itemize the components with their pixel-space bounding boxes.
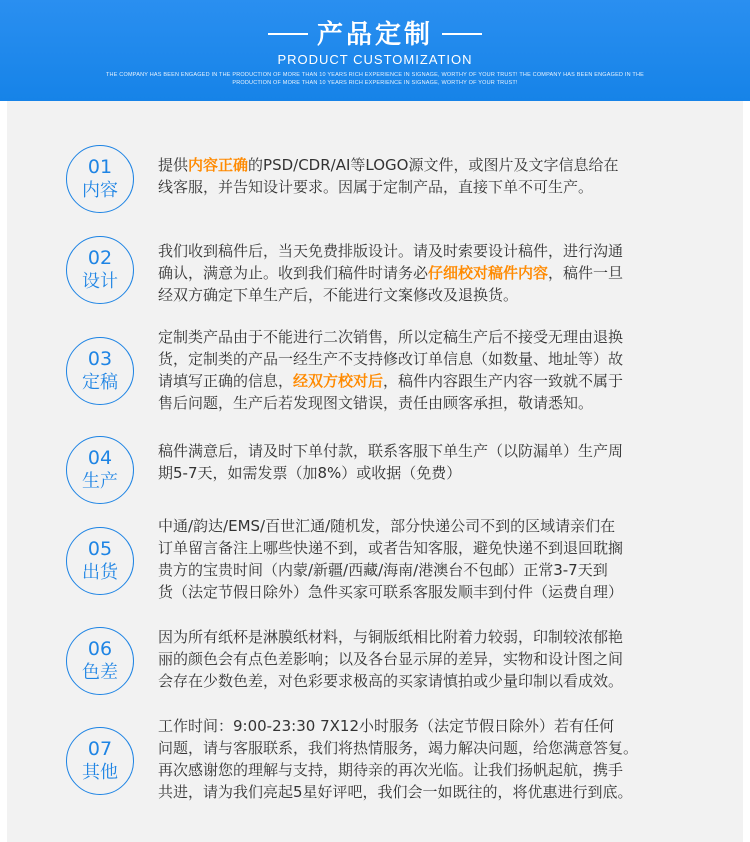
description-line [158, 670, 698, 692]
description-segment: ，稿件内容跟生产内容一致就不属于 [383, 372, 624, 390]
header-tagline-line-2: PRODUCTION OF MORE THAN 10 YEARS RICH EXPERIENCE IN SIGNAGE, WORTHY OF YOUR TRUST! [232, 80, 518, 86]
description-segment: 中通/韵达/EMS/百世汇通/随机发，部分快递公司不到的区域请亲们在 [158, 517, 616, 535]
description-line [158, 326, 698, 348]
description-segment: 确认，满意为止。收到我们稿件时请务必 [158, 264, 429, 282]
step-label: 设计 [82, 271, 118, 292]
description-segment: 共进，请为我们亮起5星好评吧，我们会一如既往的，将优惠进行到底。 [158, 783, 633, 801]
description-line [158, 176, 698, 198]
description-segment: 再次感谢您的理解与支持，期待亲的再次光临。让我们扬帆起航，携手 [158, 761, 624, 779]
step-label: 定稿 [82, 372, 118, 393]
description-segment: 请填写正确的信息， [158, 372, 294, 390]
step-badge [66, 236, 134, 304]
description-line [158, 626, 698, 648]
description-line [158, 370, 698, 392]
description-segment: 售后问题，生产后若发现图文错误，责任由顾客承担，敬请悉知。 [158, 394, 594, 412]
step-badge [66, 337, 134, 405]
step-description [158, 154, 698, 198]
header-tagline-line-1: THE COMPANY HAS BEEN ENGAGED IN THE PRODUCTION OF MORE THAN 10 YEARS RICH EXPERIENCE IN SIGNAGE, WORTHY OF YOUR TRUST! THE COMPANY HAS BEEN ENGAGED IN THE [105, 72, 644, 78]
description-line [158, 737, 698, 759]
step-badge [66, 527, 134, 595]
step-number: 01 [87, 156, 113, 178]
description-line [158, 462, 698, 484]
description-line [158, 392, 698, 414]
description-segment: 问题，请与客服联系，我们将热情服务，竭力解决问题，给您满意答复。 [158, 739, 639, 757]
step-description [158, 515, 698, 603]
content-panel [7, 101, 743, 842]
step-number: 04 [87, 447, 113, 469]
description-segment: 定制类产品由于不能进行二次销售，所以定稿生产后不接受无理由退换 [158, 328, 624, 346]
description-line [158, 284, 698, 306]
description-segment: 的PSD/CDR/AI等LOGO源文件，或图片及文字信息给在 [248, 156, 619, 174]
step-description [158, 326, 698, 414]
description-line [158, 515, 698, 537]
description-segment: 期5-7天，如需发票（加8%）或收据（免费） [158, 464, 462, 482]
description-line [158, 781, 698, 803]
page-header [0, 0, 750, 101]
step-badge [66, 436, 134, 504]
step-number: 07 [87, 738, 113, 760]
description-segment: 线客服，并告知设计要求。因属于定制产品，直接下单不可生产。 [158, 178, 594, 196]
description-line [158, 154, 698, 176]
description-line [158, 537, 698, 559]
description-segment: 提供 [158, 156, 189, 174]
step-badge [66, 145, 134, 213]
step-badge [66, 727, 134, 795]
step-number: 05 [87, 538, 113, 560]
step-label: 出货 [82, 562, 118, 583]
description-segment: 货（法定节假日除外）急件买家可联系客服发顺丰到付件（运费自理） [158, 583, 624, 601]
step-label: 内容 [82, 180, 118, 201]
description-line [158, 440, 698, 462]
description-line [158, 715, 698, 737]
step-number: 03 [87, 348, 113, 370]
page-subtitle: PRODUCT CUSTOMIZATION [277, 52, 473, 67]
description-segment: 我们收到稿件后，当天免费排版设计。请及时索要设计稿件，进行沟通 [158, 242, 624, 260]
description-line [158, 648, 698, 670]
step-description [158, 715, 698, 803]
step-label: 色差 [82, 662, 118, 683]
highlight-text: 内容正确 [188, 156, 249, 174]
step-description [158, 440, 698, 484]
description-segment: ，稿件一旦 [548, 264, 624, 282]
page-title: 产品定制 [316, 20, 433, 50]
description-segment: 经双方确定下单生产后，不能进行文案修改及退换货。 [158, 286, 519, 304]
description-segment: 稿件满意后，请及时下单付款，联系客服下单生产（以防漏单）生产周 [158, 442, 624, 460]
step-number: 02 [87, 247, 113, 269]
step-number: 06 [87, 638, 113, 660]
description-segment: 因为所有纸杯是淋膜纸材料，与铜版纸相比附着力较弱，印制较浓郁艳 [158, 628, 624, 646]
highlight-text: 经双方校对后 [293, 372, 384, 390]
description-line [158, 759, 698, 781]
description-line [158, 348, 698, 370]
title-decoration-left [268, 33, 308, 35]
step-description [158, 240, 698, 306]
step-description [158, 626, 698, 692]
title-decoration-right [442, 33, 482, 35]
description-line [158, 240, 698, 262]
description-segment: 会存在少数色差，对色彩要求极高的买家请慎拍或少量印制以看成效。 [158, 672, 624, 690]
step-label: 其他 [82, 762, 118, 783]
description-segment: 订单留言备注上哪些快递不到，或者告知客服，避免快递不到退回耽搁 [158, 539, 624, 557]
description-segment: 丽的颜色会有点色差影响；以及各台显示屏的差异，实物和设计图之间 [158, 650, 624, 668]
step-label: 生产 [82, 471, 118, 492]
description-line [158, 262, 698, 284]
description-line [158, 559, 698, 581]
description-segment: 货，定制类的产品一经生产不支持修改订单信息（如数量、地址等）故 [158, 350, 624, 368]
step-badge [66, 627, 134, 695]
header-tagline [90, 71, 660, 87]
description-segment: 工作时间：9:00-23:30 7X12小时服务（法定节假日除外）若有任何 [158, 717, 615, 735]
description-segment: 贵方的宝贵时间（内蒙/新疆/西藏/海南/港澳台不包邮）正常3-7天到 [158, 561, 608, 579]
highlight-text: 仔细校对稿件内容 [428, 264, 549, 282]
description-line [158, 581, 698, 603]
